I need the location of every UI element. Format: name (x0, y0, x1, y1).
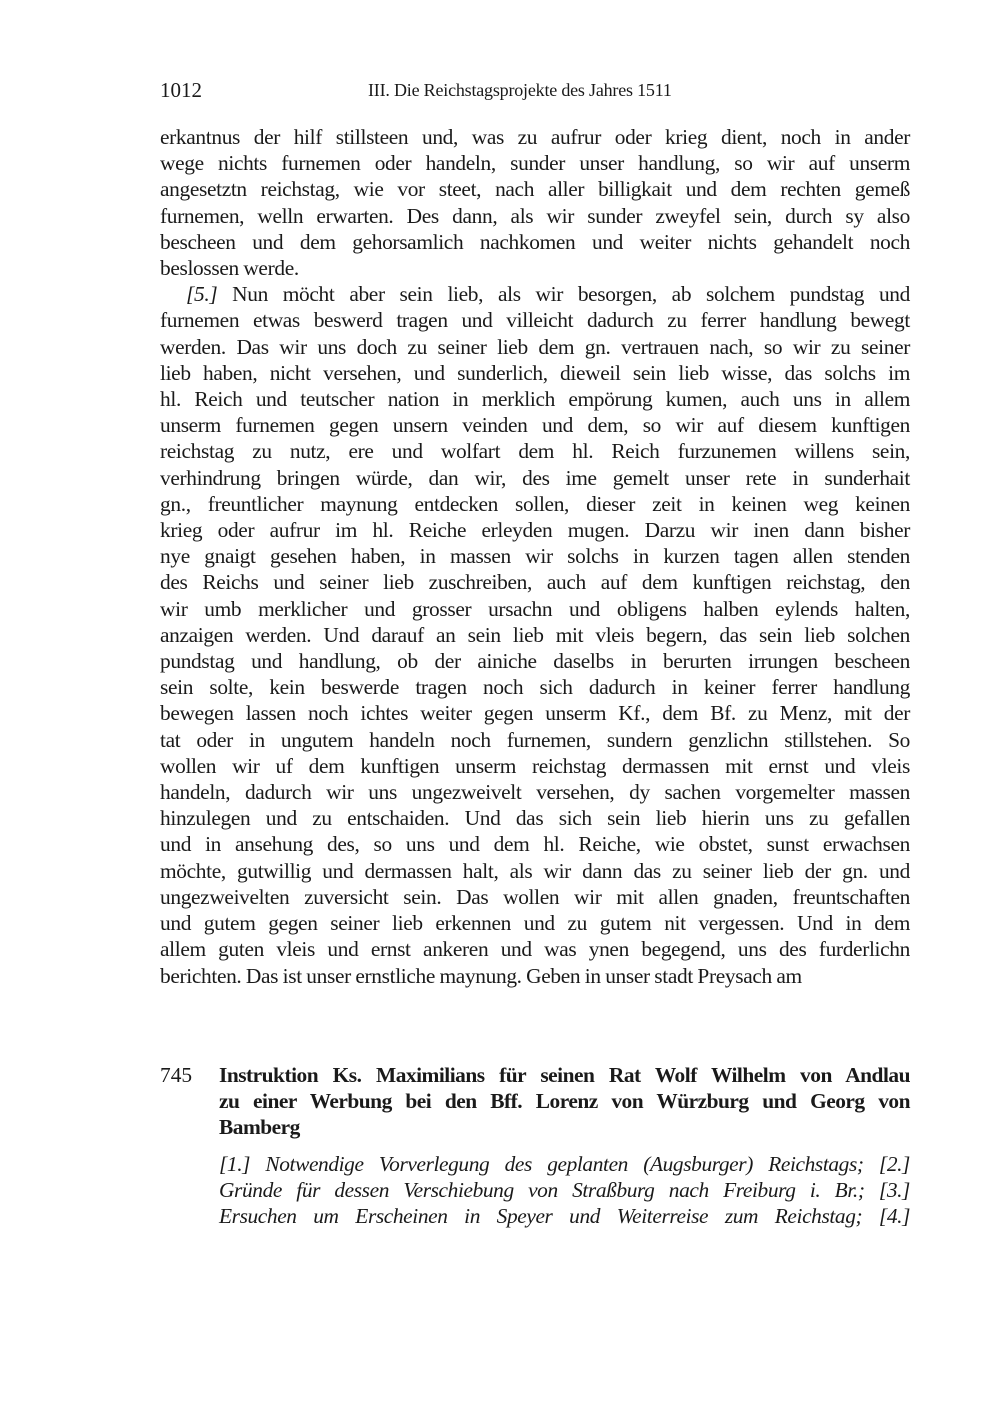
body-text (160, 124, 910, 989)
text-line: und gutem gegen seiner lieb erkennen und zu gutem nit vergessen. Und in dem (160, 911, 910, 936)
text-line: wege nichts furnemen oder handeln, sunder unser handlung, so wir auf unserm (160, 151, 910, 176)
page-number: 1012 (160, 78, 202, 102)
text-line: tat oder in ungutem handeln noch furnemen, sundern genzlichn stillstehen. So (160, 727, 910, 752)
paragraph-5 (160, 281, 910, 988)
text-line-first: [5.] Nun möcht aber sein lieb, als wir besorgen, ab solchem pundstag und (186, 282, 910, 307)
page (160, 78, 910, 989)
text-line: ungezweivelten zuversicht sein. Das wollen wir mit allen gnaden, freuntschaften (160, 884, 910, 909)
text-line: bescheen und dem gehorsamlich nachkomen und weiter nichts gehandelt noch (160, 229, 910, 254)
text-line: werden. Das wir uns doch zu seiner lieb dem gn. vertrauen nach, so wir zu seiner (160, 334, 910, 359)
title-line: zu einer Werbung bei den Bff. Lorenz von Würzburg und Georg von (219, 1089, 910, 1114)
text-line: pundstag und handlung, ob der ainiche daselbs in berurten irrungen bescheen (160, 649, 910, 674)
title-line: Instruktion Ks. Maximilians für seinen Rat Wolf Wilhelm von Andlau (219, 1063, 910, 1087)
text-line: handeln, dadurch wir uns ungezweivelt versehen, dy sachen vorgemelter massen (160, 780, 910, 805)
paragraph-continuation (160, 124, 910, 281)
text-line: berichten. Das ist unser ernstliche maynung. Geben in unser stadt Preysach am (160, 963, 802, 988)
text-line: wir umb merklicher und grosser ursachn und obligens halben eylends halten, (160, 596, 910, 621)
running-title: III. Die Reichstagsprojekte des Jahres 1511 (368, 80, 672, 100)
text-line: reichstag zu nutz, ere und wolfart dem hl. Reich furzunemen willens sein, (160, 439, 910, 464)
text-line: sein solte, kein beswerde tragen noch sich dadurch in keiner ferrer handlung (160, 675, 910, 700)
summary-line: Ersuchen um Erscheinen in Speyer und Weiterreise zum Reichstag; [4.] (219, 1204, 910, 1229)
text-line: hinzulegen und zu entschaiden. Und das sich sein lieb hierin uns zu gefallen (160, 806, 910, 831)
text-line: furnemen etwas beswerd tragen und villeicht dadurch zu ferrer handlung bewegt (160, 308, 910, 333)
text-line: verhindrung bringen würde, dan wir, des ime gemelt unser rete in sunderhait (160, 465, 910, 490)
text-line: bewegen lassen noch ichtes weiter gegen unserm Kf., dem Bf. zu Menz, mit der (160, 701, 910, 726)
text-line: angesetztn reichstag, wie vor steet, nach aller billigkait und dem rechten gemeß (160, 177, 910, 202)
text-line: lieb haben, nicht versehen, und sunderlich, dieweil sein lieb wisse, das solchs im (160, 360, 910, 385)
entry-number: 745 (160, 1063, 193, 1087)
document-entry-745 (160, 1062, 910, 1229)
running-head (160, 78, 910, 108)
text-line: krieg oder aufrur im hl. Reiche erleyden mugen. Darzu wir inen dann bisher (160, 518, 910, 543)
text-line: allem guten vleis und ernst ankeren und was ynen begegend, uns des furderlichn (160, 937, 910, 962)
text-line: furnemen, welln erwarten. Des dann, als wir sunder zweyfel sein, durch sy also (160, 203, 910, 228)
text-line: nye gnaigt gesehen haben, in massen wir solchs in kurzen tagen allen stenden (160, 544, 910, 569)
text-line: und in ansehung des, so uns und dem hl. Reiche, wie obstet, sunst erwachsen (160, 832, 910, 857)
text-line: gn., freuntlicher maynung entdecken sollen, dieser zeit in keinen weg keinen (160, 491, 910, 516)
text-line: des Reichs und seiner lieb zuschreiben, auch auf dem kunftigen reichstag, den (160, 570, 910, 595)
text-line: hl. Reich und teutscher nation in merklich empörung kumen, auch uns in allem (160, 387, 910, 412)
summary-line: Gründe für dessen Verschiebung von Straßburg nach Freiburg i. Br.; [3.] (219, 1177, 910, 1202)
text-line: möchte, gutwillig und dermassen halt, als wir dann das zu seiner lieb der gn. und (160, 858, 910, 883)
entry-summary (219, 1151, 910, 1230)
paragraph-number: [5.] (186, 282, 218, 307)
entry-title (219, 1062, 910, 1141)
text-line: wollen wir uf dem kunftigen unserm reichstag dermassen mit ernst und vleis (160, 753, 910, 778)
title-line: Bamberg (219, 1115, 300, 1140)
summary-line: [1.] Notwendige Vorverlegung des geplanten (Augsburger) Reichstags; [2.] (219, 1151, 910, 1176)
text-line: anzaigen werden. Und darauf an sein lieb mit vleis begern, das sein lieb solchen (160, 622, 910, 647)
text-line: beslossen werde. (160, 256, 299, 281)
text-line: erkantnus der hilf stillsteen und, was zu aufrur oder krieg dient, noch in ander (160, 125, 910, 149)
text-line: unserm furnemen gegen unsern veinden und dem, so wir auf diesem kunftigen (160, 413, 910, 438)
